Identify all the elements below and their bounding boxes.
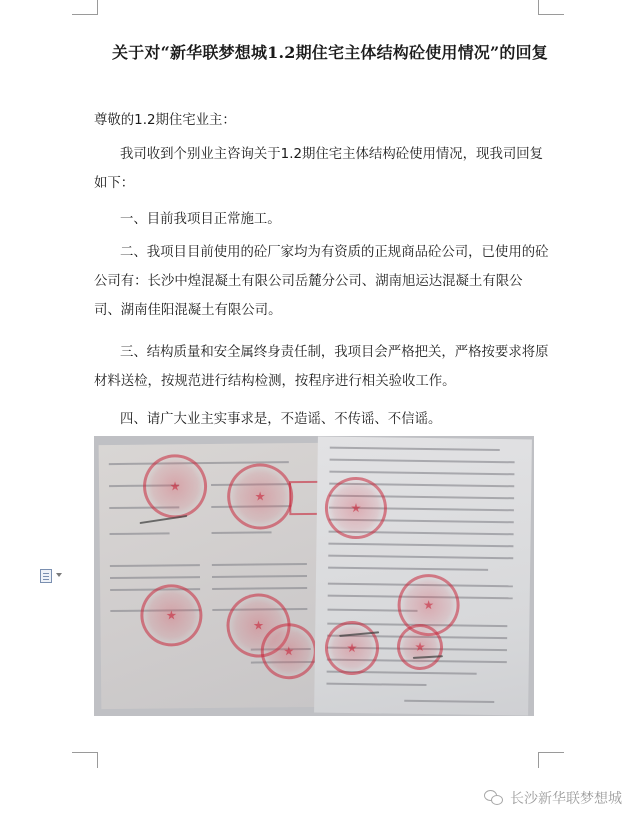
crop-mark-top-left-v — [97, 0, 98, 14]
item-4: 四、请广大业主实事求是，不造谣、不传谣、不信谣。 — [120, 412, 442, 427]
contract-photo — [94, 436, 534, 716]
crop-mark-bottom-right-h — [538, 752, 564, 753]
crop-mark-bottom-left-h — [72, 752, 98, 753]
company-stamp-5 — [260, 623, 317, 680]
company-stamp-9 — [325, 621, 380, 676]
contract-sheet-left — [99, 443, 324, 709]
item-2: 二、我项目目前使用的砼厂家均为有资质的正规商品砼公司，已使用的砼公司有：长沙中煌混凝土有限公司岳麓分公司、湖南旭运达混凝土有限公司、湖南佳阳混凝土有限公司。 — [94, 245, 549, 318]
document-icon[interactable] — [40, 569, 52, 583]
intro-paragraph: 我司收到个别业主咨询关于1.2期住宅主体结构砼使用情况，现我司回复如下： — [94, 147, 544, 191]
watermark-text: 长沙新华联梦想城 — [510, 791, 622, 807]
crop-mark-top-left-h — [72, 14, 98, 15]
item-1: 一、目前我项目正常施工。 — [120, 212, 281, 227]
company-stamp-8 — [397, 624, 444, 671]
crop-mark-bottom-right-v — [538, 752, 539, 768]
salutation: 尊敬的1.2期住宅业主： — [94, 113, 236, 128]
contract-sheet-right — [314, 437, 532, 716]
company-stamp-1 — [143, 454, 208, 519]
document-title: 关于对“新华联梦想城1.2期住宅主体结构砼使用情况”的回复 — [111, 43, 549, 62]
company-stamp-3 — [140, 584, 203, 647]
wechat-icon — [484, 790, 504, 806]
crop-mark-top-right-h — [538, 14, 564, 15]
watermark — [484, 788, 622, 808]
crop-mark-top-right-v — [538, 0, 539, 14]
company-stamp-6 — [325, 477, 388, 540]
company-stamp-2 — [227, 463, 294, 530]
chevron-down-icon[interactable] — [56, 573, 62, 577]
crop-mark-bottom-left-v — [97, 752, 98, 768]
item-3: 三、结构质量和安全属终身责任制，我项目会严格把关，严格按要求将原材料送检，按规范进行结构检测，按程序进行相关验收工作。 — [94, 345, 549, 389]
